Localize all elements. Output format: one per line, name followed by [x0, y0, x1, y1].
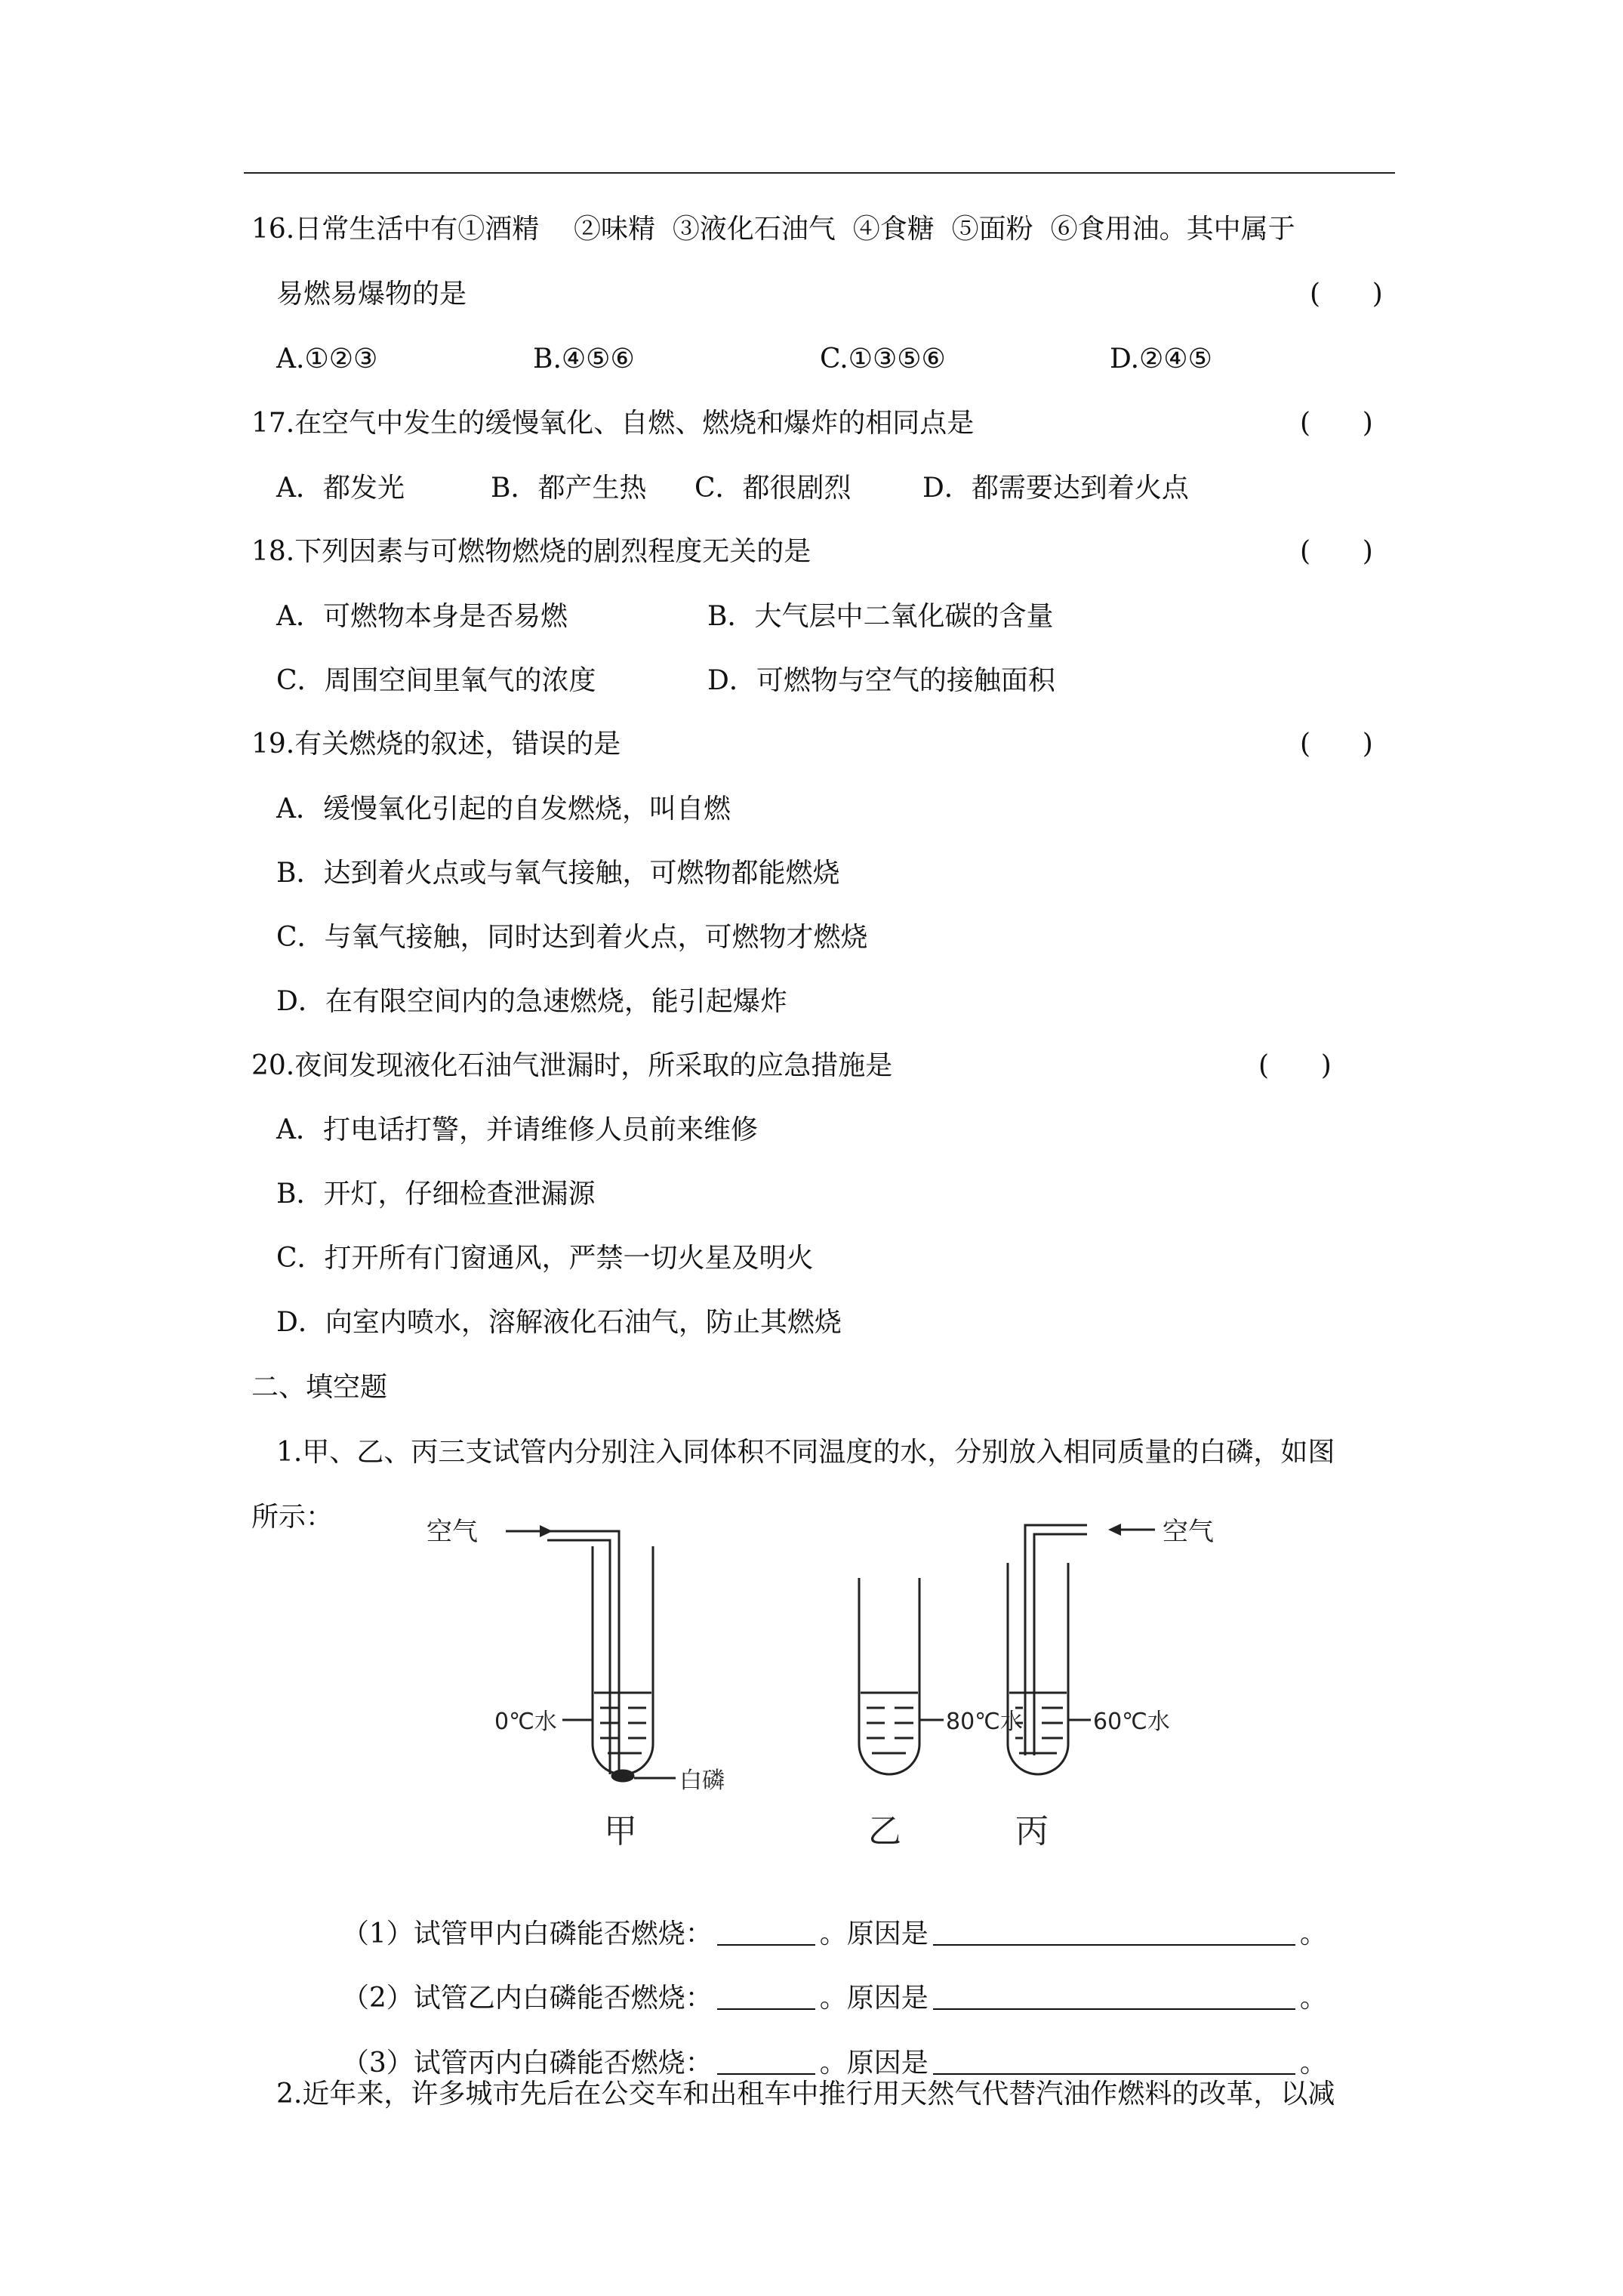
q16-answer-paren[interactable]: ( ): [1310, 279, 1383, 310]
sub1-reason-label: 。原因是: [819, 1918, 929, 1949]
label-air-right: 空气: [1163, 1517, 1214, 1547]
sub2-prompt: （2）试管乙内白磷能否燃烧：: [341, 1983, 713, 2014]
tube-jia: [547, 1531, 676, 1781]
sub3-reason-blank[interactable]: [933, 2049, 1295, 2075]
label-tube-jia: 甲: [604, 1812, 637, 1851]
label-water-yi: 80℃水: [946, 1709, 1023, 1735]
q18-option-b: B．大气层中二氧化碳的含量: [707, 601, 1054, 632]
sub2-end: 。: [1299, 1983, 1327, 2014]
sub2-reason-blank[interactable]: [933, 1984, 1295, 2010]
q17-answer-paren[interactable]: ( ): [1300, 408, 1373, 439]
sub1-reason-blank[interactable]: [933, 1920, 1295, 1946]
q18-option-a: A．可燃物本身是否易燃: [276, 601, 568, 632]
q17-stem: 17.在空气中发生的缓慢氧化、自燃、燃烧和爆炸的相同点是: [251, 408, 975, 439]
sub3-reason-label: 。原因是: [819, 2048, 929, 2079]
q17-option-d: D．都需要达到着火点: [922, 473, 1189, 504]
q18-option-c: C．周围空间里氧气的浓度: [276, 665, 596, 696]
q16-option-a: A.①②③: [276, 344, 378, 374]
q20-option-b: B．开灯，仔细检查泄漏源: [276, 1179, 596, 1210]
q18-option-d: D．可燃物与空气的接触面积: [707, 665, 1055, 696]
q20-option-c: C．打开所有门窗通风，严禁一切火星及明火: [276, 1243, 814, 1274]
q18-stem: 18.下列因素与可燃物燃烧的剧烈程度无关的是: [251, 536, 812, 567]
sub1-answer-blank[interactable]: [717, 1920, 815, 1946]
fill-q1-sub1: [325, 1885, 1327, 1951]
fill-q2-line1: 2.近年来，许多城市先后在公交车和出租车中推行用天然气代替汽油作燃料的改革，以减: [276, 2079, 1335, 2110]
q17-option-c: C．都很剧烈: [694, 473, 852, 504]
q19-option-d: D．在有限空间内的急速燃烧，能引起爆炸: [276, 986, 787, 1017]
label-water-jia: 0℃水: [494, 1709, 557, 1735]
q20-option-d: D．向室内喷水，溶解液化石油气，防止其燃烧: [276, 1307, 842, 1338]
sub2-reason-label: 。原因是: [819, 1983, 929, 2014]
section-title-fill-in: 二、填空题: [251, 1372, 388, 1403]
fill-q1-line1: 1.甲、乙、丙三支试管内分别注入同体积不同温度的水，分别放入相同质量的白磷，如图: [276, 1437, 1335, 1468]
fill-q1-sub2: [325, 1949, 1327, 2015]
q16-stem-line2: 易燃易爆物的是: [276, 279, 467, 310]
label-water-bing: 60℃水: [1093, 1709, 1170, 1735]
q17-option-b: B．都产生热: [491, 473, 647, 504]
sub1-end: 。: [1299, 1918, 1327, 1949]
q19-stem: 19.有关燃烧的叙述，错误的是: [251, 729, 621, 760]
tube-bing: [1008, 1525, 1091, 1774]
q19-option-b: B．达到着火点或与氧气接触，可燃物都能燃烧: [276, 858, 840, 889]
label-air-left: 空气: [427, 1517, 478, 1547]
label-tube-bing: 丙: [1015, 1812, 1049, 1851]
q18-answer-paren[interactable]: ( ): [1300, 536, 1373, 567]
q16-stem-line1: 16.日常生活中有①酒精 ②味精 ③液化石油气 ④食糖 ⑤面粉 ⑥食用油。其中属于: [251, 214, 1295, 245]
q16-option-d: D.②④⑤: [1110, 344, 1212, 374]
tube-yi: [859, 1578, 944, 1774]
sub3-prompt: （3）试管丙内白磷能否燃烧：: [341, 2048, 713, 2079]
q20-option-a: A．打电话打警，并请维修人员前来维修: [276, 1114, 758, 1145]
q16-option-c: C.①③⑤⑥: [820, 344, 946, 374]
sub2-answer-blank[interactable]: [717, 1984, 815, 2010]
q20-stem: 20.夜间发现液化石油气泄漏时，所采取的应急措施是: [251, 1050, 893, 1081]
test-tube-figure: [408, 1495, 1298, 1857]
label-tube-yi: 乙: [868, 1812, 901, 1851]
fill-q1-line2: 所示：: [251, 1502, 334, 1533]
q19-option-a: A．缓慢氧化引起的自发燃烧，叫自燃: [276, 794, 731, 824]
q19-answer-paren[interactable]: ( ): [1300, 729, 1373, 760]
sub1-prompt: （1）试管甲内白磷能否燃烧：: [341, 1918, 713, 1949]
header-rule: [244, 172, 1395, 174]
label-phosphorus: 白磷: [679, 1767, 725, 1794]
q16-option-b: B.④⑤⑥: [533, 344, 635, 374]
fill-q1-sub3: [325, 2014, 1327, 2080]
sub3-end: 。: [1299, 2048, 1327, 2079]
sub3-answer-blank[interactable]: [717, 2049, 815, 2075]
q19-option-c: C．与氧气接触，同时达到着火点，可燃物才燃烧: [276, 922, 868, 953]
q17-option-a: A．都发光: [276, 473, 405, 504]
q20-answer-paren[interactable]: ( ): [1258, 1050, 1332, 1081]
